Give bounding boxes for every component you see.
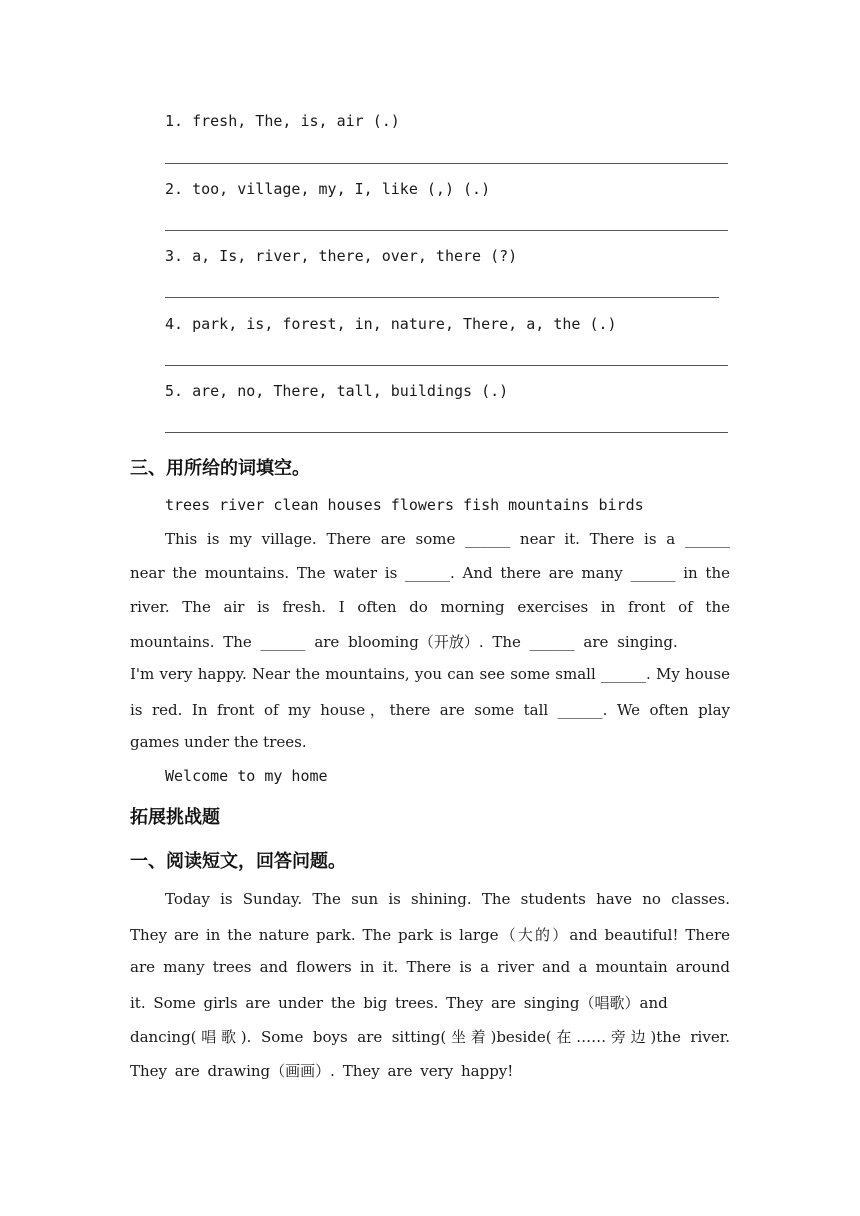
answer-line-5[interactable] <box>165 432 728 433</box>
closing-line: Welcome to my home <box>165 767 328 785</box>
passage-line-1: This is my village. There are some ______ near it. There is a ______ <box>165 530 730 548</box>
reorder-item-2: 2. too, village, my, I, like (,) (.) <box>165 180 491 198</box>
reading-line-5: dancing(唱歌). Some boys are sitting(坐着)beside(在……旁边)the river. <box>130 1028 730 1046</box>
answer-line-2[interactable] <box>165 230 728 231</box>
reorder-item-5: 5. are, no, There, tall, buildings (.) <box>165 382 509 400</box>
passage-line-4: mountains. The ______ are blooming（开放）. The ______ are singing. <box>130 633 678 651</box>
passage-line-5: I'm very happy. Near the mountains, you can see some small ______. My house <box>130 665 730 683</box>
passage-line-6: is red. In front of my house，there are some tall ______. We often play <box>130 701 730 719</box>
answer-line-4[interactable] <box>165 365 728 366</box>
extension-title: 拓展挑战题 <box>130 807 220 828</box>
reading-line-1: Today is Sunday. The sun is shining. The students have no classes. <box>165 890 730 908</box>
passage-line-2: near the mountains. The water is ______. And there are many ______ in the <box>130 564 730 582</box>
reorder-item-1: 1. fresh, The, is, air (.) <box>165 112 400 130</box>
word-bank: trees river clean houses flowers fish mountains birds <box>165 496 644 514</box>
passage-line-7: games under the trees. <box>130 733 307 751</box>
reading-line-6: They are drawing（画画）. They are very happy! <box>130 1062 514 1080</box>
reading-line-3: are many trees and flowers in it. There is a river and a mountain around <box>130 958 730 976</box>
reading-line-2: They are in the nature park. The park is large（大的）and beautiful! There <box>130 926 730 944</box>
answer-line-1[interactable] <box>165 163 728 164</box>
reorder-item-4: 4. park, is, forest, in, nature, There, a, the (.) <box>165 315 617 333</box>
reorder-item-3: 3. a, Is, river, there, over, there (?) <box>165 247 518 265</box>
reading-line-4: it. Some girls are under the big trees. They are singing（唱歌）and <box>130 994 668 1012</box>
passage-line-3: river. The air is fresh. I often do morning exercises in front of the <box>130 598 730 616</box>
section3-heading: 三、用所给的词填空。 <box>130 458 310 479</box>
answer-line-3[interactable] <box>165 297 719 298</box>
reading-heading: 一、阅读短文，回答问题。 <box>130 851 346 872</box>
